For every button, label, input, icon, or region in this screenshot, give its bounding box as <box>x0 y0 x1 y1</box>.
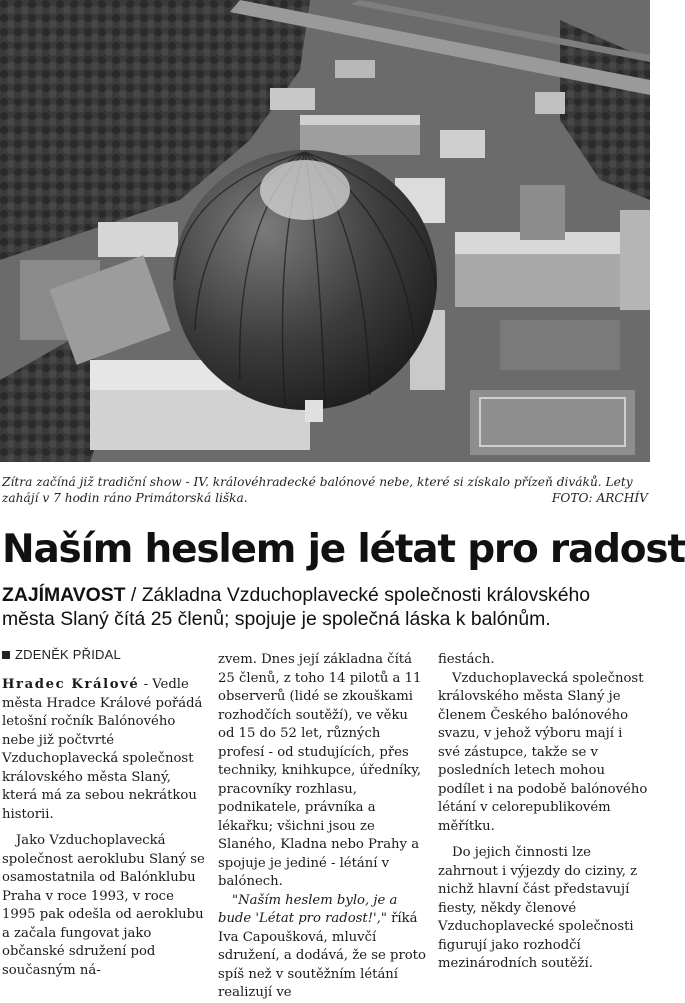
deck-text: / Základna Vzduchoplavecké společnosti královského města Slaný čítá 25 členů; spojuje je společná láska k balónům. <box>2 584 591 630</box>
article-deck <box>2 583 648 631</box>
paragraph: zvem. Dnes její základna čítá 25 členů, z toho 14 pilotů a 11 observerů (lidé se zkouškami rozhodčích soutěží), ve věku od 15 do 52 let, různých profesí - od studujících, přes techniky, knihkupce, úředníky, pracovníky rozhlasu, podnikatele, právníka a lékařku; všichni jsou ze Slaného, Kladna nebo Prahy a spojuje je jediné - létání v balónech. <box>218 652 422 889</box>
paragraph <box>218 892 426 1003</box>
photo-caption <box>2 474 648 506</box>
article-headline: Naším heslem je létat pro radost <box>2 527 685 572</box>
quote: "Naším heslem bylo, je a bude 'Létat pro radost!'," <box>218 892 398 926</box>
paragraph <box>2 676 205 824</box>
paragraph: Jako Vzduchoplavecká společnost aeroklubu Slaný se osamostatnila od Balónklubu Praha v roce 1993, v roce 1995 pak odešla od aeroklubu a začala fungovat jako občanské sdružení pod současným ná- <box>2 833 205 978</box>
paragraph: Vzduchoplavecká společnost královského města Slaný je členem Českého balónového svazu, v jehož výboru mají i své zástupce, takže se v posledních letech mohou podílet i na podobě balónového létání v celorepublikovém měřítku. <box>438 670 648 834</box>
paragraph-text: - Vedle města Hradce Králové pořádá letošní ročník Balónového nebe již počtvrté Vzduchoplavecká společnost královského města Slaný, která má za sebou nekrátkou historii. <box>2 677 203 822</box>
article-column-1 <box>2 676 205 980</box>
paragraph: fiestách. <box>438 652 495 667</box>
byline-square-icon <box>2 651 10 659</box>
paragraph-text: říká Iva Capoušková, mluvčí sdružení, a dodává, že se proto spíš než v soutěžním létání realizují ve <box>218 911 426 1000</box>
article-column-2 <box>218 651 426 1003</box>
byline <box>2 647 121 662</box>
aerial-balloon-photo <box>0 0 650 462</box>
dateline: Hradec Králové <box>2 677 140 692</box>
photo-credit: FOTO: ARCHÍV <box>551 491 648 505</box>
deck-kicker: ZAJÍMAVOST <box>2 584 126 606</box>
caption-text: Zítra začíná již tradiční show - IV. královéhradecké balónové nebe, které si získalo přízeň diváků. Lety zahájí v 7 hodin ráno Primátorská liška. <box>2 475 633 505</box>
article-column-3 <box>438 651 648 974</box>
byline-author: ZDENĚK PŘIDAL <box>15 647 121 662</box>
paragraph: Do jejich činnosti lze zahrnout i výjezdy do ciziny, z nichž hlavní část představují fiesty, někdy členové Vzduchoplavecké společnosti figurují jako rozhodčí mezinárodních soutěží. <box>438 845 638 971</box>
